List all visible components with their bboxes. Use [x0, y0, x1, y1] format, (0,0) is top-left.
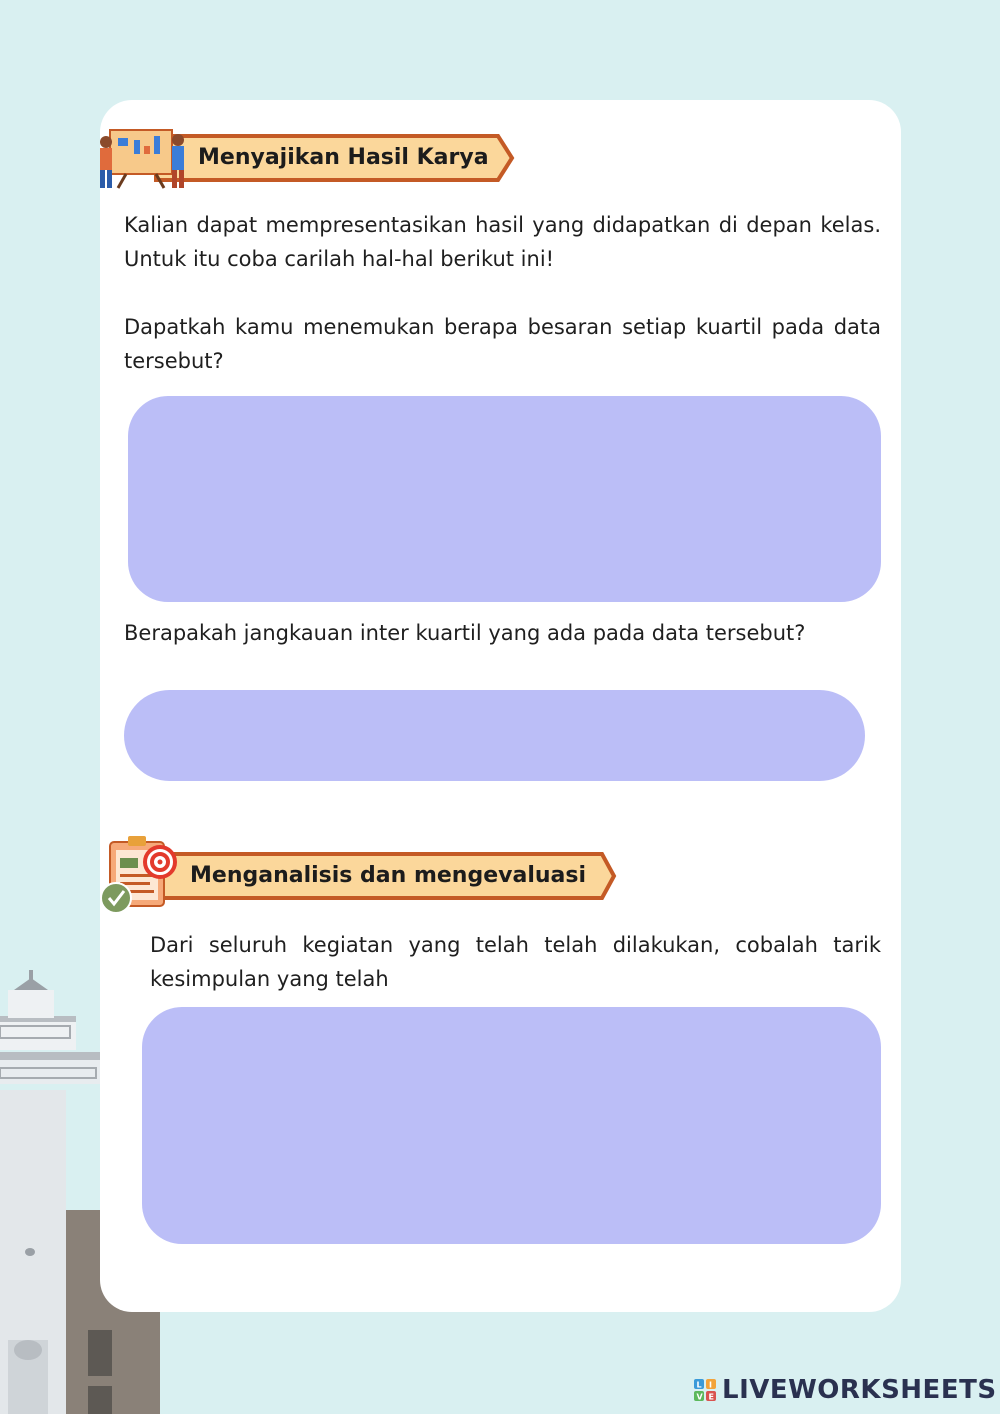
- liveworksheets-logo[interactable]: [694, 1374, 997, 1406]
- clipboard-target-icon: [100, 832, 182, 914]
- answer-box-kuartil[interactable]: [128, 396, 881, 602]
- section-banner-hasil-karya: [96, 132, 516, 184]
- lw-letter: L: [696, 1380, 702, 1390]
- answer-box-jangkauan[interactable]: [124, 690, 865, 781]
- question-jangkauan: Berapakah jangkauan inter kuartil yang ada pada data tersebut?: [124, 621, 806, 645]
- section-title: Menyajikan Hasil Karya: [198, 145, 489, 170]
- intro-text: Kalian dapat mempresentasikan hasil yang didapatkan di depan kelas. Untuk itu coba carilah hal-hal berikut ini!: [124, 213, 881, 271]
- question-kesimpulan: Dari seluruh kegiatan yang telah telah dilakukan, cobalah tarik kesimpulan yang telah: [150, 933, 881, 991]
- lw-grid-icon: [694, 1379, 716, 1401]
- question-kuartil: Dapatkah kamu menemukan berapa besaran setiap kuartil pada data tersebut?: [124, 315, 881, 373]
- lw-letter: I: [709, 1380, 712, 1390]
- section-banner-analisis: [100, 850, 620, 902]
- section-title: Menganalisis dan mengevaluasi: [190, 863, 587, 888]
- liveworksheets-wordmark: LIVEWORKSHEETS: [722, 1375, 997, 1405]
- lw-letter: E: [708, 1392, 714, 1401]
- answer-box-kesimpulan[interactable]: [142, 1007, 881, 1244]
- presentation-icon: [96, 124, 192, 192]
- lw-letter: V: [696, 1392, 703, 1401]
